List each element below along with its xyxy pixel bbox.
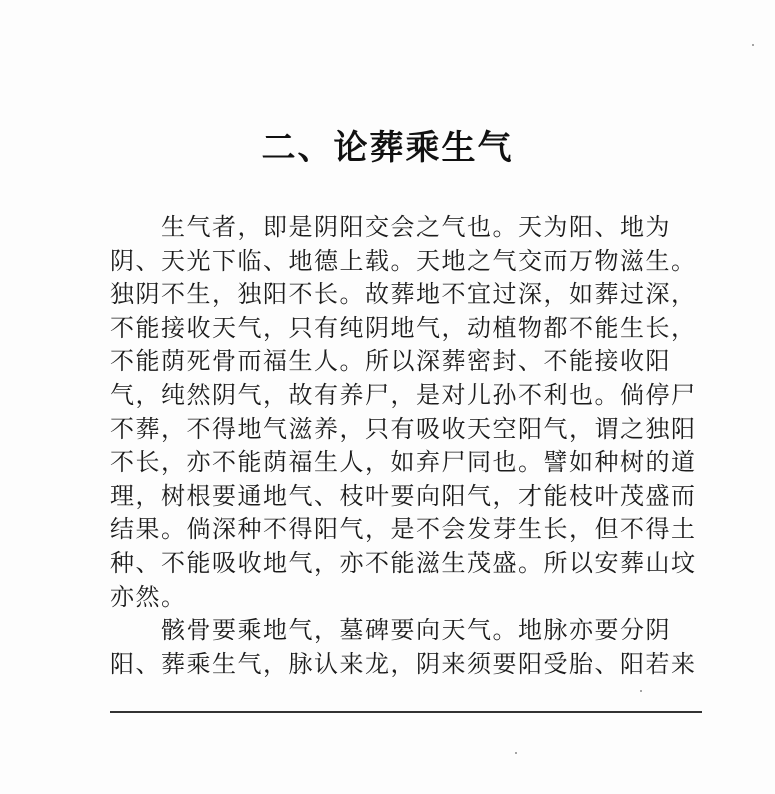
scan-speck <box>752 44 754 46</box>
text-line: 不长，亦不能荫福生人，如弃尸同也。譬如种树的道 <box>110 448 697 477</box>
text-line: 独阴不生，独阳不长。故葬地不宜过深，如葬过深， <box>110 280 697 309</box>
text-line: 不能荫死骨而福生人。所以深葬密封、不能接收阳 <box>110 347 671 376</box>
text-line: 阳、葬乘生气，脉认来龙，阴来须要阳受胎、阳若来 <box>110 649 697 678</box>
text-line: 不葬，不得地气滋养，只有吸收天空阳气，谓之独阳 <box>110 414 697 443</box>
text-line: 种、不能吸收地气，亦不能滋生茂盛。所以安葬山坟 <box>110 548 697 577</box>
text-line: 生气者，即是阴阳交会之气也。天为阳、地为 <box>110 213 671 241</box>
text-line: 不能接收天气，只有纯阴地气，动植物都不能生长， <box>110 313 697 342</box>
text-line: 气，纯然阴气，故有养尸，是对儿孙不利也。倘停尸 <box>110 380 697 409</box>
body-text <box>110 211 705 681</box>
scan-speck <box>640 690 642 692</box>
text-line: 结果。倘深种不得阳气，是不会发芽生长，但不得土 <box>110 515 697 544</box>
scan-speck <box>515 752 517 754</box>
footer-rule <box>110 711 702 713</box>
text-line: 理，树根要通地气、枝叶要向阳气，才能枝叶茂盛而 <box>110 481 697 510</box>
text-line: 阴、天光下临、地德上载。天地之气交而万物滋生。 <box>110 246 697 275</box>
text-line: 亦然。 <box>110 582 187 611</box>
page-title: 二、论葬乘生气 <box>261 128 514 168</box>
text-line: 骸骨要乘地气，墓碑要向天气。地脉亦要分阴 <box>110 616 671 645</box>
